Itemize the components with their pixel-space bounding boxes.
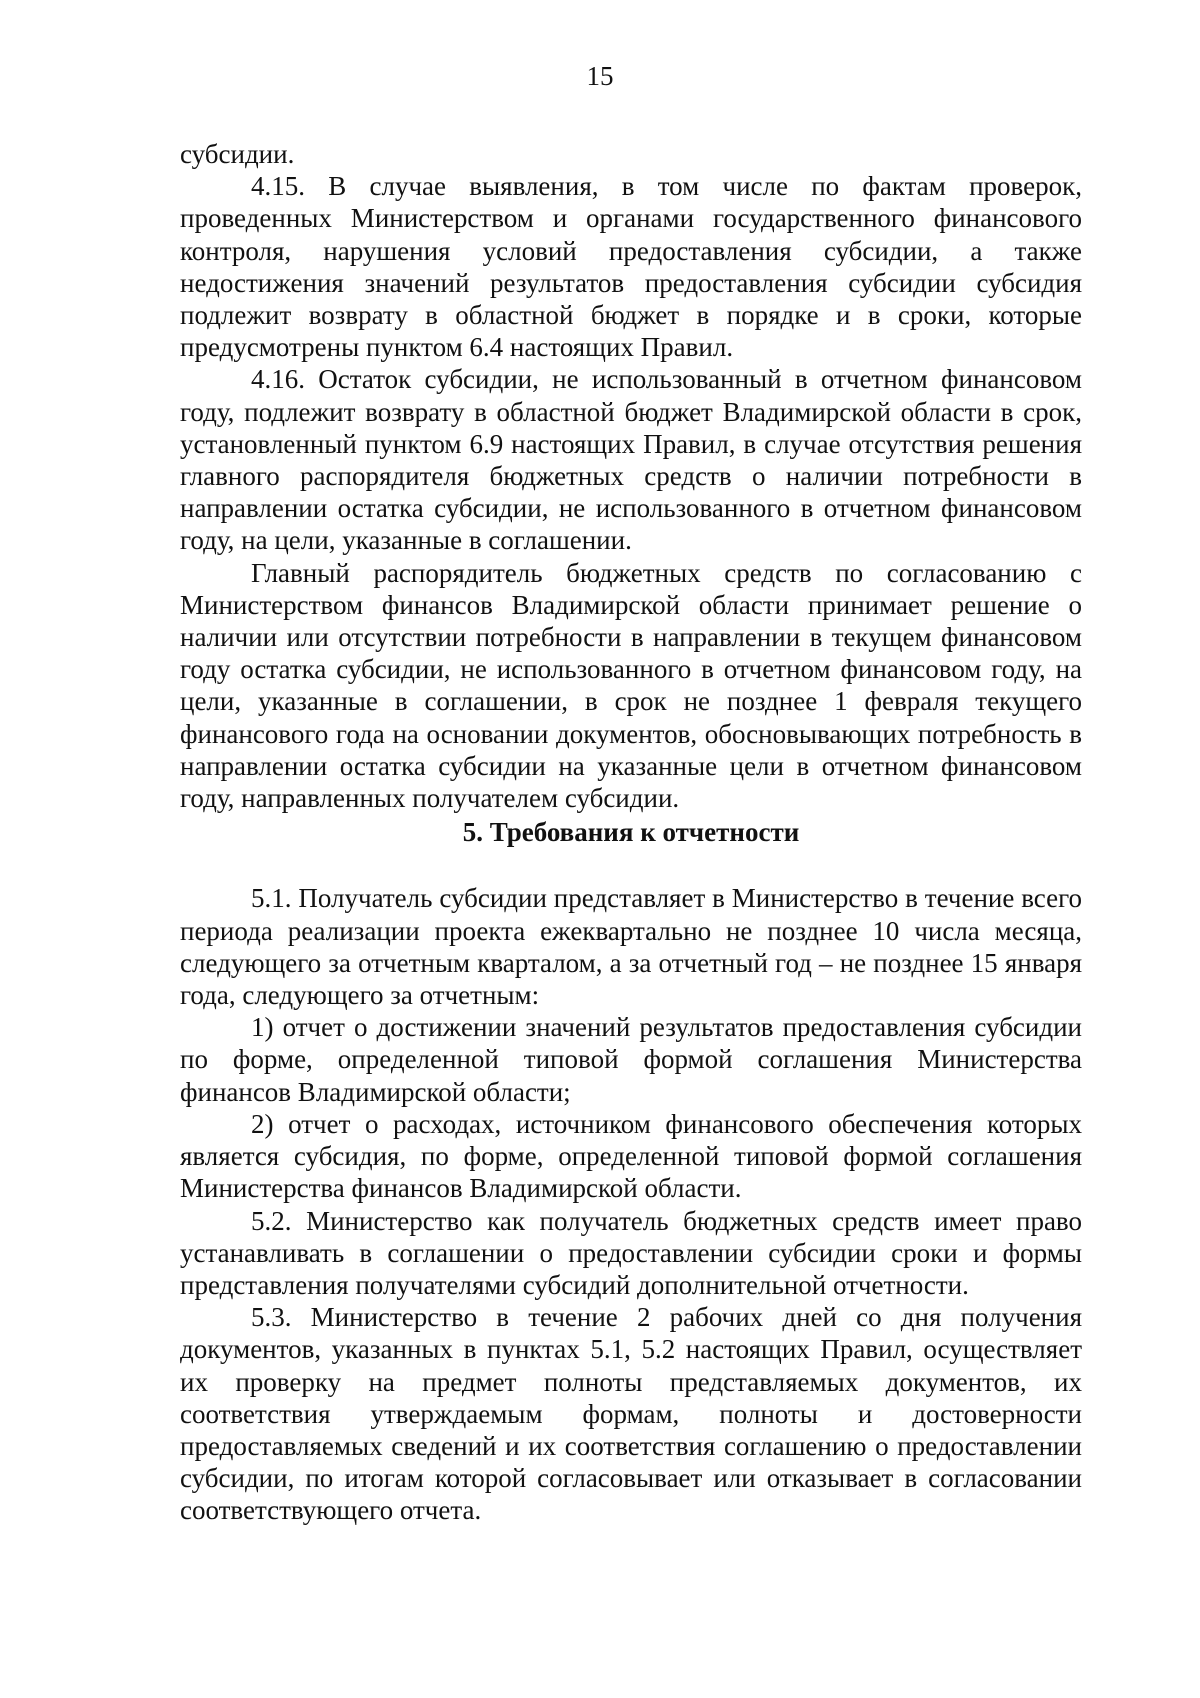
page-number: 15 — [586, 61, 614, 91]
paragraph: субсидии. — [180, 139, 295, 169]
paragraph: 4.15. В случае выявления, в том числе по фактам проверок, проведенных Министерством и органами государственного финансового контроля, нарушения условий предоставления субсидии, а также недостижения значений результатов предоставления субсидии субсидия подлежит возврату в областной бюджет в порядке и в сроки, которые предусмотрены пунктом 6.4 настоящих Правил. — [180, 171, 1082, 363]
section-heading: 5. Требования к отчетности — [462, 817, 800, 848]
paragraph: Главный распорядитель бюджетных средств по согласованию с Министерством финансов Владимирской области принимает решение о наличии или отсутствии потребности в направлении в текущем финансовом году остатка субсидии, не использованного в отчетном финансовом году, на цели, указанные в соглашении, в срок не позднее 1 февраля текущего финансового года на основании документов, обосновывающих потребность в направлении остатка субсидии на указанные цели в отчетном финансовом году, направленных получателем субсидии. — [180, 557, 1082, 814]
paragraph: 4.16. Остаток субсидии, не использованный в отчетном финансовом году, подлежит возврату в областной бюджет Владимирской области в срок, установленный пунктом 6.9 настоящих Правил, в случае отсутствия решения главного распорядителя бюджетных средств о наличии потребности в направлении остатка субсидии, не использованного в отчетном финансовом году, на цели, указанные в соглашении. — [180, 364, 1082, 556]
paragraph: 5.1. Получатель субсидии представляет в Министерство в течение всего периода реализации проекта ежеквартально не позднее 10 числа месяца, следующего за отчетным кварталом, а за отчетный год – не позднее 15 января года, следующего за отчетным: — [180, 883, 1082, 1011]
list-item: 1) отчет о достижении значений результатов предоставления субсидии по форме, определенной типовой формой соглашения Министерства финансов Владимирской области; — [180, 1012, 1082, 1107]
list-item: 2) отчет о расходах, источником финансового обеспечения которых является субсидия, по форме, определенной типовой формой соглашения Министерства финансов Владимирской области. — [180, 1108, 1082, 1204]
paragraph: 5.3. Министерство в течение 2 рабочих дней со дня получения документов, указанных в пунктах 5.1, 5.2 настоящих Правил, осуществляет их проверку на предмет полноты представляемых документов, их соответствия утверждаемым формам, полноты и достоверности предоставляемых сведений и их соответствия соглашению о предоставлении субсидии, по итогам которой согласовывает или отказывает в согласовании соответствующего отчета. — [180, 1302, 1082, 1526]
paragraph: 5.2. Министерство как получатель бюджетных средств имеет право устанавливать в соглашении о предоставлении субсидии сроки и формы представления получателями субсидий дополнительной отчетности. — [180, 1205, 1082, 1300]
document-body — [180, 138, 1082, 1527]
